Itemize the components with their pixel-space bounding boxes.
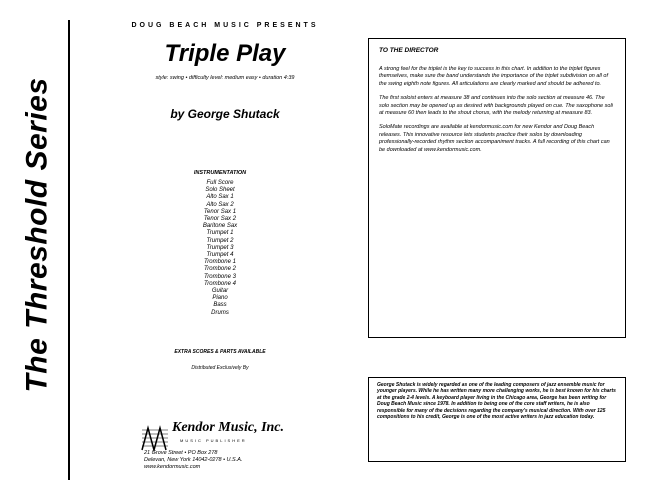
distributed-note: Distributed Exclusively By [191, 365, 249, 371]
list-item: Tenor Sax 2 [203, 216, 237, 223]
list-item: Full Score [206, 180, 234, 186]
publisher-subtitle: MUSIC PUBLISHER [180, 438, 247, 443]
presents-line: DOUG BEACH MUSIC PRESENTS [131, 22, 319, 29]
director-heading: TO THE DIRECTOR [379, 47, 439, 54]
list-item: Solo Sheet [205, 187, 235, 194]
publisher-address [144, 450, 242, 471]
director-paragraph: SoloMate recordings are available at kendormusic.com for new Kendor and Doug Beach releases. This innovative resource lets students practice their solos by downloading professionally-recorded rhythm section accompaniment tracks. A full recording of this chart can be downloaded at www.kendormusic.com. [379, 124, 610, 153]
list-item: Guitar [211, 288, 229, 295]
list-item: Drums [211, 309, 229, 316]
list-item: Trumpet 1 [206, 230, 234, 237]
director-paragraph: The first soloist enters at measure 38 and continues into the solo section at measure 46. The solo section may be opened up as desired with backgrounds played on cue. The saxophone soli at measure 60 then leads to the shout chorus, with the melody returning at measure 83. [379, 95, 613, 117]
instrumentation-heading: INSTRUMENTATION [193, 170, 247, 176]
publisher-name: Kendor Music, Inc. [172, 420, 285, 435]
address-line: Delevan, New York 14042-0278 • U.S.A. [144, 457, 243, 463]
list-item: Piano [212, 295, 228, 302]
composer-bio: George Shutack is widely regarded as one of the leading composers of jazz ensemble music for younger players. While he has written many more challenging works, he is best known for his charts at the grade 2-4 levels. A keyboard player living in the Chicago area, George has been writing for Doug Beach Music since 1978. In addition to being one of the core staff writers, he is also responsible for many of the decisions regarding the company's musical direction. With over 125 compositions to his credit, George is one of the most active writers in jazz education today. [377, 382, 616, 421]
director-paragraph: A strong feel for the triplet is the key to success in this chart. In addition to the triplet figures themselves, make sure the band understands the importance of the triplet subdivision on all of the swing eighth note figures. All articulations are clearly marked and should be adhered to. [379, 66, 608, 87]
address-line: www.kendormusic.com [144, 464, 201, 470]
list-item: Trombone 3 [204, 273, 236, 280]
publisher-logo [140, 420, 340, 480]
instrumentation-list [120, 180, 320, 317]
list-item: Alto Sax 1 [206, 194, 234, 201]
list-item: Trumpet 2 [206, 237, 234, 244]
list-item: Trumpet 3 [206, 244, 234, 251]
composer-byline: by George Shutack [170, 107, 280, 121]
address-line: 21 Grove Street • PO Box 278 [144, 450, 218, 456]
list-item: Alto Sax 2 [206, 201, 234, 208]
composer-bio-box [368, 377, 626, 462]
to-the-director-box [368, 38, 626, 338]
list-item: Tenor Sax 1 [203, 208, 237, 215]
list-item: Trombone 4 [204, 280, 236, 287]
series-title: The Threshold Series [21, 77, 54, 393]
list-item: Trumpet 4 [206, 252, 234, 259]
page-title: Triple Play [164, 40, 286, 67]
list-item: Baritone Sax [202, 223, 238, 230]
list-item: Trombone 2 [204, 266, 236, 273]
extra-scores-note: EXTRA SCORES & PARTS AVAILABLE [174, 349, 266, 355]
list-item: Bass [213, 302, 227, 309]
list-item: Trombone 1 [204, 259, 236, 266]
spine-divider [68, 20, 70, 480]
style-difficulty-duration: style: swing • difficulty level: medium easy • duration 4:39 [155, 75, 295, 81]
